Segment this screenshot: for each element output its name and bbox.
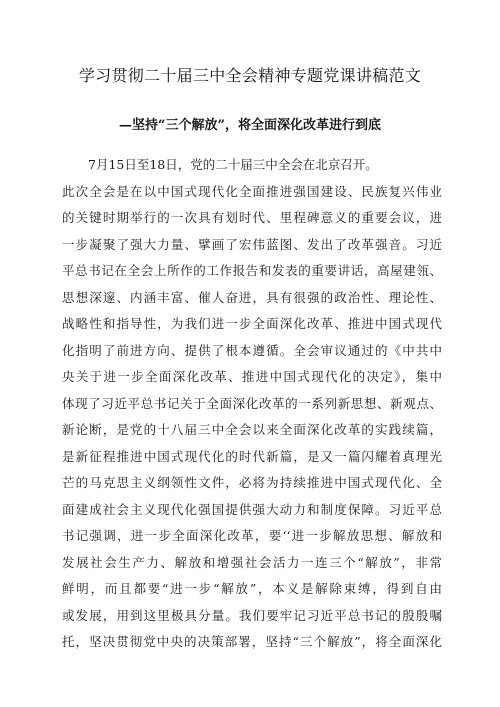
body-line: 一步凝聚了强大力量、擘画了宏伟蓝图、发出了改革强音。习近	[62, 236, 442, 252]
body-line: 托，坚决贯彻党中央的决策部署，坚持“三个解放”，将全面深化	[62, 634, 442, 649]
body-paragraph	[62, 152, 442, 656]
body-line: 思想深邃、内涵丰富、催人奋进，具有很强的政治性、理论性、	[62, 289, 442, 305]
body-line: 是新征程推进中国式现代化的时代新篇，是又一篇闪耀着真理光	[62, 448, 442, 464]
body-line: 化指明了前进方向、提供了根本遵循。全会审议通过的《中共中	[62, 342, 442, 358]
body-line: 书记强调，进一步全面深化改革，要‘‘进一步解放思想、解放和	[62, 528, 442, 543]
body-line: 体现了习近平总书记关于全面深化改革的一系列新思想、新观点、	[62, 395, 442, 411]
body-line: 此次全会是在以中国式现代化全面推进强国建设、民族复兴伟业	[62, 183, 442, 199]
body-line: 芒的马克思主义纲领性文件，必将为持续推进中国式现代化、全	[62, 475, 442, 490]
body-line: 面建成社会主义现代化强国提供强大动力和制度保障。习近平总	[62, 501, 442, 517]
body-line: 发展社会生产力、解放和增强社会活力一连三个“解放”，非常	[62, 554, 442, 570]
body-line: 鲜明，而且都要“进一步“解放”，本义是解除束缚，得到自由	[62, 581, 442, 596]
body-line: 平总书记在全会上所作的工作报告和发表的重要讲话，高屋建瓴、	[62, 263, 442, 278]
body-line: 新论断，是党的十八届三中全会以来全面深化改革的实践续篇，	[62, 422, 442, 437]
body-line: 战略性和指导性，为我们进一步全面深化改革、推进中国式现代	[62, 316, 442, 331]
body-line: 或发展，用到这里极具分量。我们要牢记习近平总书记的殷殷嘱	[62, 607, 442, 623]
body-line: 央关于进一步全面深化改革、推进中国式现代化的决定》，集中	[62, 369, 442, 384]
body-line: 7月15日至18日，党的二十届三中全会在北京召开。	[88, 157, 378, 172]
document-title: 学习贯彻二十届三中全会精神专题党课讲稿范文	[78, 66, 422, 85]
body-line: 的关键时期举行的一次具有划时代、里程碑意义的重要会议，进	[62, 210, 442, 225]
document-subtitle: —坚持“三个解放”，将全面深化改革进行到底	[119, 118, 381, 133]
